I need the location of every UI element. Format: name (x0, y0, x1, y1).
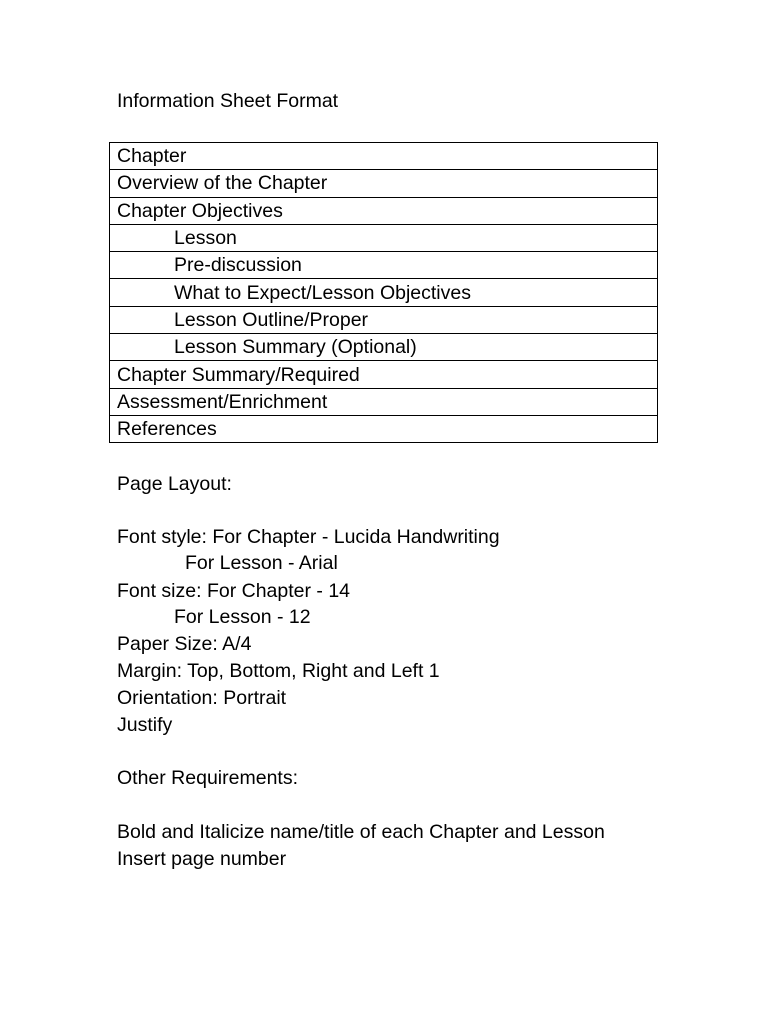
table-cell: Lesson Outline/Proper (110, 306, 658, 333)
table-cell: Assessment/Enrichment (110, 388, 658, 415)
table-cell: Lesson Summary (Optional) (110, 334, 658, 361)
table-cell: Chapter Summary/Required (110, 361, 658, 388)
font-style-lesson: For Lesson - Arial (185, 552, 338, 574)
font-size-lesson: For Lesson - 12 (174, 606, 311, 628)
table-cell: Pre-discussion (110, 252, 658, 279)
other-requirements-heading: Other Requirements: (117, 767, 298, 789)
requirement-item: Insert page number (117, 848, 287, 870)
table-cell: Overview of the Chapter (110, 170, 658, 197)
format-table (109, 142, 658, 443)
table-row (110, 334, 658, 361)
table-row (110, 388, 658, 415)
table-row (110, 197, 658, 224)
table-cell: Chapter Objectives (110, 197, 658, 224)
table-row (110, 224, 658, 251)
table-row (110, 279, 658, 306)
requirement-item: Bold and Italicize name/title of each Chapter and Lesson (117, 821, 605, 843)
page-layout-heading: Page Layout: (117, 473, 232, 495)
font-size-chapter: Font size: For Chapter - 14 (117, 580, 351, 602)
document-title: Information Sheet Format (117, 90, 339, 112)
paper-size: Paper Size: A/4 (117, 633, 252, 655)
orientation: Orientation: Portrait (117, 687, 287, 709)
table-cell: Lesson (110, 224, 658, 251)
table-cell: Chapter (110, 143, 658, 170)
margin: Margin: Top, Bottom, Right and Left 1 (117, 660, 440, 682)
font-style-chapter: Font style: For Chapter - Lucida Handwriting (117, 526, 500, 548)
table-row (110, 170, 658, 197)
table-row (110, 143, 658, 170)
table-row (110, 361, 658, 388)
table-row (110, 306, 658, 333)
table-cell: References (110, 415, 658, 442)
justify: Justify (117, 714, 173, 736)
table-row (110, 252, 658, 279)
table-cell: What to Expect/Lesson Objectives (110, 279, 658, 306)
table-row (110, 415, 658, 442)
